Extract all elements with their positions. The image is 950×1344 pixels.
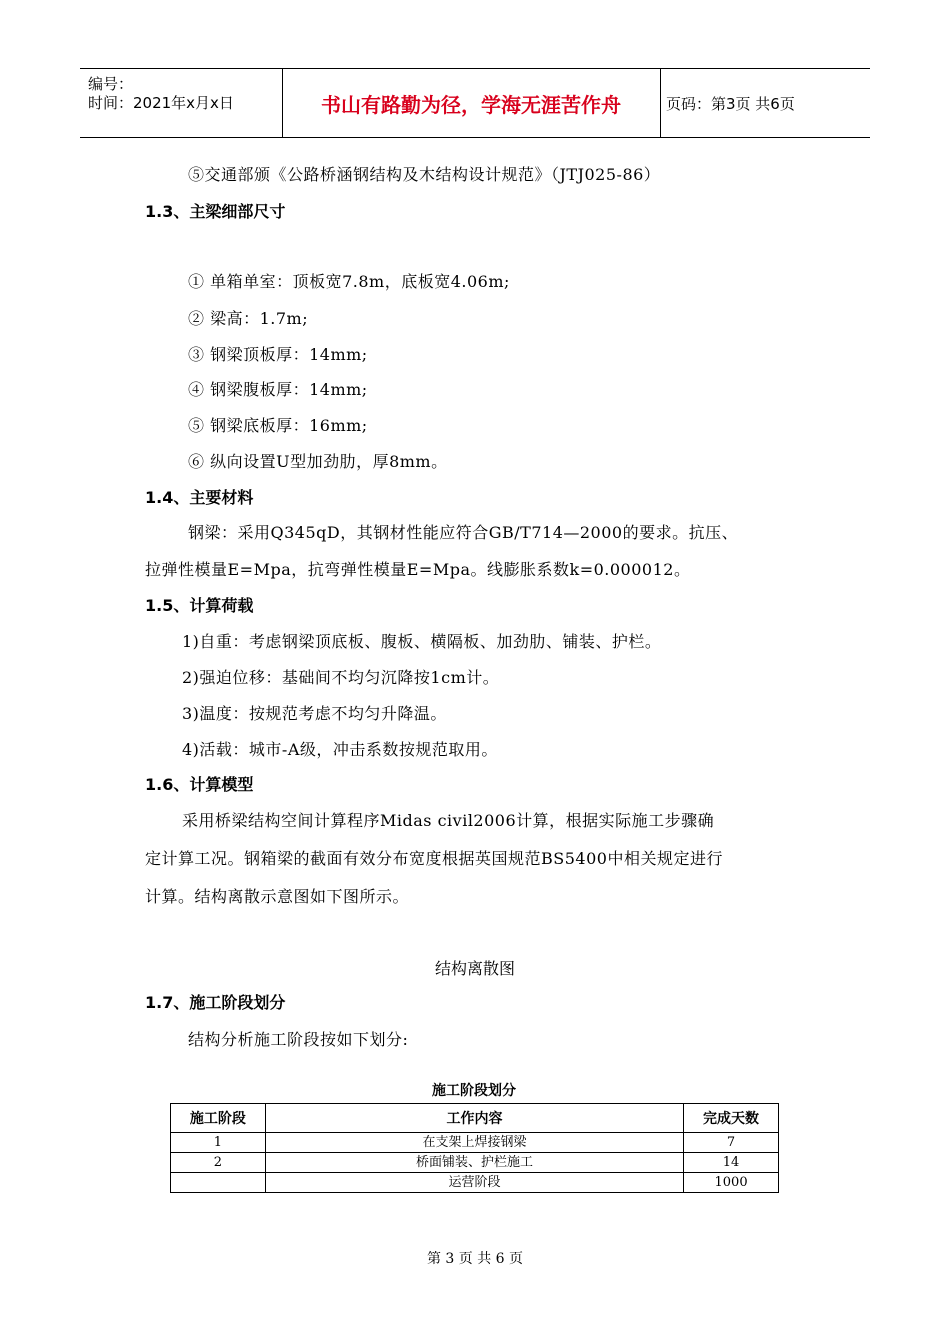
days-cell: 1000: [684, 1173, 779, 1193]
section-1-6-title: 1.6、计算模型: [145, 775, 254, 794]
table-row: [171, 1133, 779, 1153]
model-paragraph-line: 计算。结构离散示意图如下图所示。: [145, 887, 410, 906]
reference-5: ⑤交通部颁《公路桥涵钢结构及木结构设计规范》（JTJ025-86）: [188, 165, 661, 184]
dimension-item: ③ 钢梁顶板厚：14mm;: [188, 345, 368, 364]
stage-cell: [171, 1173, 266, 1193]
stage-cell: 1: [171, 1133, 266, 1153]
column-header: 施工阶段: [171, 1104, 266, 1133]
page-footer: 第 3 页 共 6 页: [426, 1251, 524, 1267]
days-cell: 14: [684, 1153, 779, 1173]
work-cell: 桥面铺装、护栏施工: [265, 1153, 683, 1173]
column-header: 工作内容: [265, 1104, 683, 1133]
table-row: [171, 1173, 779, 1193]
header-motto: 书山有路勤为径，学海无涯苦作舟: [282, 69, 661, 137]
section-1-4-title: 1.4、主要材料: [145, 488, 254, 507]
work-cell: 运营阶段: [265, 1173, 683, 1193]
load-item: 2)强迫位移：基础间不均匀沉降按1cm计。: [182, 668, 500, 687]
table-row: [171, 1153, 779, 1173]
work-cell: 在支架上焊接钢梁: [265, 1133, 683, 1153]
table-header-row: [171, 1104, 779, 1133]
stage-cell: 2: [171, 1153, 266, 1173]
load-item: 4)活载：城市-A级，冲击系数按规范取用。: [182, 740, 498, 759]
dimension-item: ② 梁高：1.7m;: [188, 309, 309, 328]
stage-intro: 结构分析施工阶段按如下划分:: [188, 1030, 409, 1049]
header-time: 时间：2021年x月x日: [88, 94, 234, 112]
days-cell: 7: [684, 1133, 779, 1153]
column-header: 完成天数: [684, 1104, 779, 1133]
section-1-7-title: 1.7、施工阶段划分: [145, 993, 286, 1012]
load-item: 1)自重：考虑钢梁顶底板、腹板、横隔板、加劲肋、铺装、护栏。: [182, 632, 662, 651]
material-paragraph-line: 拉弹性模量E=Mpa，抗弯弹性模量E=Mpa。线膨胀系数k=0.000012。: [145, 560, 691, 579]
dimension-item: ① 单箱单室：顶板宽7.8m，底板宽4.06m;: [188, 272, 510, 291]
dimension-item: ⑤ 钢梁底板厚：16mm;: [188, 416, 368, 435]
section-1-3-title: 1.3、主梁细部尺寸: [145, 202, 286, 221]
dimension-item: ④ 钢梁腹板厚：14mm;: [188, 380, 368, 399]
header-meta: [80, 69, 283, 137]
model-paragraph-line: 定计算工况。钢箱梁的截面有效分布宽度根据英国规范BS5400中相关规定进行: [145, 849, 723, 868]
load-item: 3)温度：按规范考虑不均匀升降温。: [182, 704, 447, 723]
dimension-item: ⑥ 纵向设置U型加劲肋，厚8mm。: [188, 452, 448, 471]
page-header: [80, 68, 870, 138]
model-paragraph-line: 采用桥梁结构空间计算程序Midas civil2006计算，根据实际施工步骤确: [182, 811, 715, 830]
material-paragraph-line: 钢梁：采用Q345qD，其钢材性能应符合GB/T714—2000的要求。抗压、: [188, 523, 739, 542]
header-page-info: 页码：第3页 共6页: [666, 94, 795, 113]
header-code: 编号：: [88, 75, 134, 93]
section-1-5-title: 1.5、计算荷载: [145, 596, 254, 615]
figure-caption: 结构离散图: [434, 959, 515, 978]
table-title: 施工阶段划分: [432, 1083, 516, 1099]
construction-stage-table: [170, 1103, 779, 1193]
